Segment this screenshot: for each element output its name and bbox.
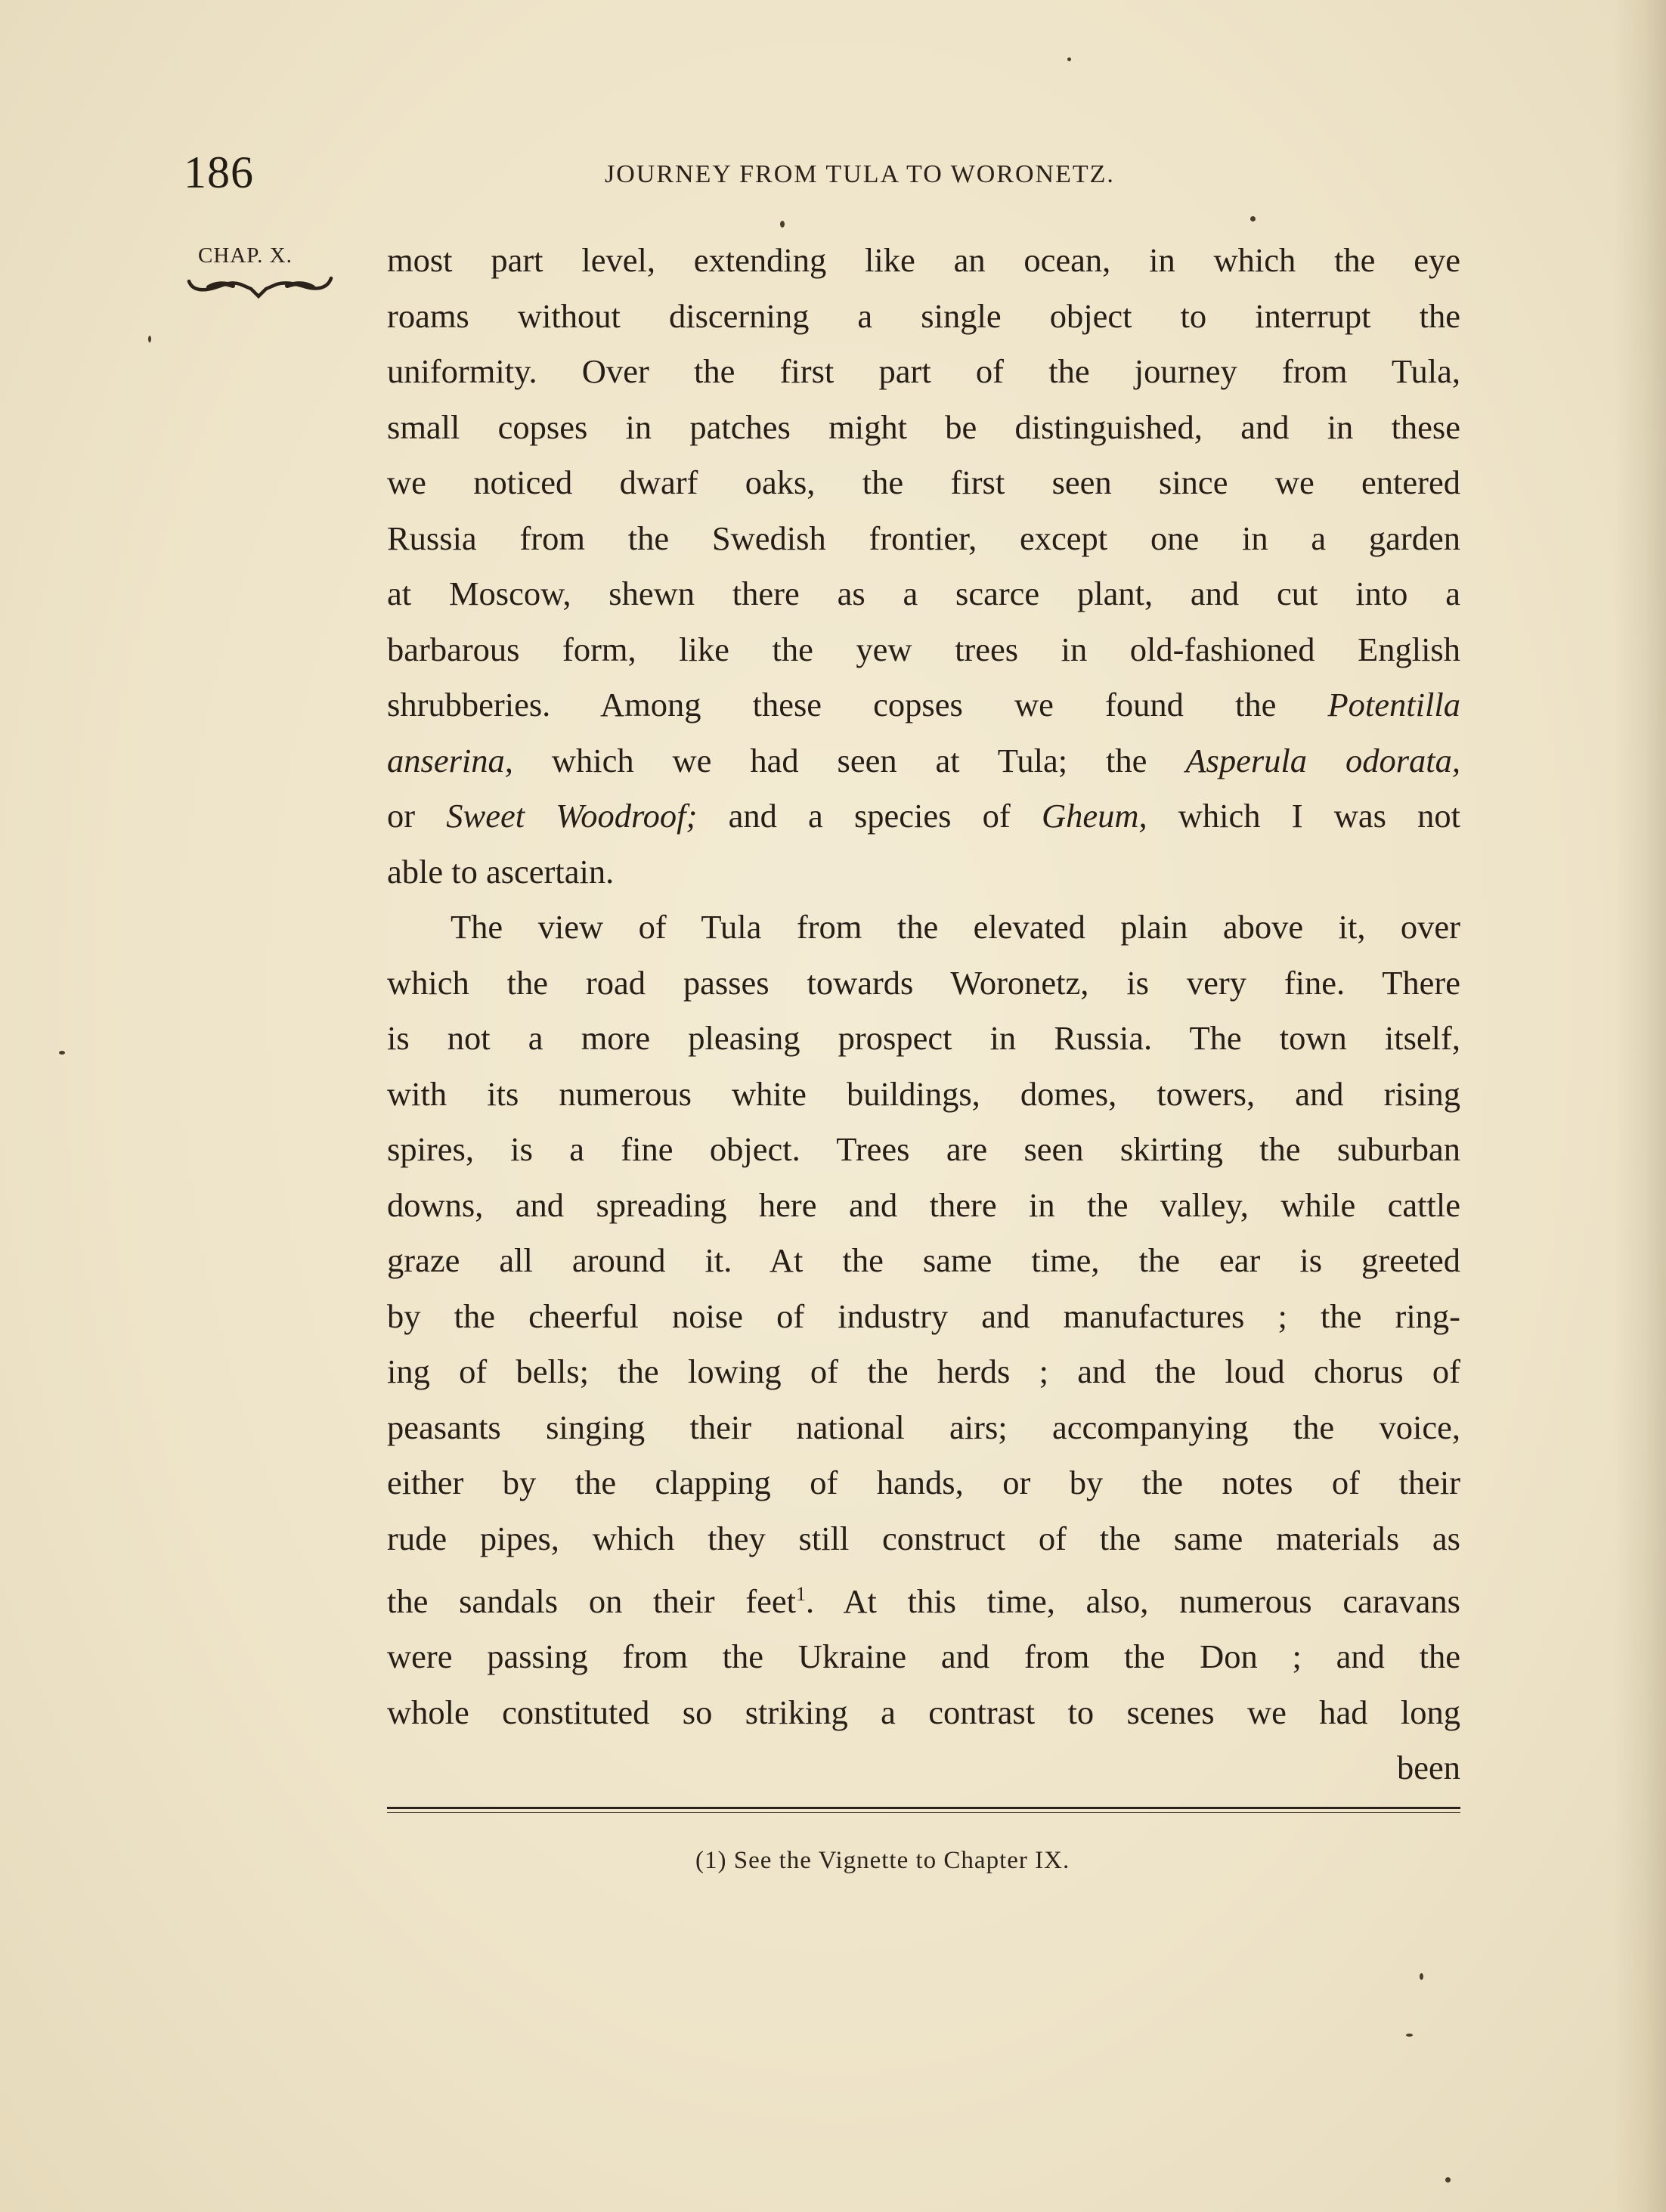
page-number: 186 <box>184 147 254 197</box>
text-segment: which we had seen at Tula; the <box>551 741 1147 779</box>
species-name: anserina, <box>387 741 513 779</box>
paper-speck <box>780 221 785 228</box>
paper-speck <box>1445 2177 1451 2183</box>
paragraph-start-line: The view of Tula from the elevated plain above it, over <box>451 908 1460 946</box>
text-line: we noticed dwarf oaks, the first seen since we entered <box>387 463 1460 501</box>
species-name: Gheum, <box>1041 797 1147 835</box>
text-line: rude pipes, which they still construct of the same materials as <box>387 1519 1460 1557</box>
running-title: JOURNEY FROM TULA TO WORONETZ. <box>605 160 1115 188</box>
footnote-rule-thin <box>387 1812 1460 1813</box>
chapter-label: CHAP. X. <box>198 243 293 268</box>
footnote: (1) See the Vignette to Chapter IX. <box>695 1847 1070 1874</box>
text-line: is not a more pleasing prospect in Russia. The town itself, <box>387 1019 1460 1057</box>
text-line: most part level, extending like an ocean, in which the eye <box>387 241 1460 279</box>
text-line: downs, and spreading here and there in the valley, while cattle <box>387 1185 1460 1224</box>
paper-speck <box>1067 57 1071 61</box>
text-line: ing of bells; the lowing of the herds ; and the loud chorus of <box>387 1352 1460 1390</box>
text-line: peasants singing their national airs; accompanying the voice, <box>387 1408 1460 1446</box>
paper-speck <box>1250 216 1256 222</box>
footnote-reference: 1 <box>796 1583 806 1605</box>
paper-speck <box>59 1051 65 1055</box>
text-line <box>387 677 1460 733</box>
chapter-flourish-ornament <box>186 274 334 299</box>
species-name: Sweet Woodroof; <box>446 797 698 835</box>
species-name: Potentilla <box>1327 686 1461 723</box>
text-segment: which I was not <box>1178 797 1461 835</box>
text-line <box>387 788 1460 844</box>
page-gutter-shadow <box>1613 0 1666 2212</box>
paper-speck <box>1420 1973 1423 1980</box>
text-segment: or <box>387 797 416 835</box>
text-segment: the sandals on their feet <box>387 1582 796 1620</box>
text-line: Russia from the Swedish frontier, except one in a garden <box>387 519 1460 557</box>
paper-speck <box>1406 2034 1413 2037</box>
text-line: which the road passes towards Woronetz, is very fine. There <box>387 963 1460 1002</box>
text-line: were passing from the Ukraine and from the Don ; and the <box>387 1637 1460 1676</box>
footnote-rule <box>387 1807 1460 1809</box>
text-line: roams without discerning a single object to interrupt the <box>387 296 1460 335</box>
paper-speck <box>148 336 151 342</box>
text-line: either by the clapping of hands, or by the notes of their <box>387 1464 1460 1501</box>
text-line: barbarous form, like the yew trees in old-fashioned English <box>387 630 1460 668</box>
text-segment: . At this time, also, numerous caravans <box>806 1582 1460 1620</box>
species-name: Asperula odorata, <box>1185 741 1460 779</box>
text-line: whole constituted so striking a contrast to scenes we had long <box>387 1693 1460 1731</box>
text-line: small copses in patches might be distinguished, and in these <box>387 407 1460 446</box>
text-line <box>387 1566 1460 1629</box>
text-line: able to ascertain. <box>387 852 615 891</box>
catchword: been <box>1396 1749 1460 1787</box>
text-line: with its numerous white buildings, domes, towers, and rising <box>387 1074 1460 1113</box>
text-segment: shrubberies. Among these copses we found the <box>387 686 1277 723</box>
text-line: uniformity. Over the first part of the journey from Tula, <box>387 352 1460 390</box>
text-line: spires, is a fine object. Trees are seen skirting the suburban <box>387 1130 1460 1168</box>
text-line <box>387 733 1460 789</box>
text-segment: and a species of <box>728 797 1011 835</box>
text-line: at Moscow, shewn there as a scarce plant, and cut into a <box>387 575 1460 612</box>
body-text <box>387 233 1460 1796</box>
text-line: by the cheerful noise of industry and manufactures ; the ring- <box>387 1297 1460 1335</box>
text-line: graze all around it. At the same time, the ear is greeted <box>387 1241 1460 1279</box>
